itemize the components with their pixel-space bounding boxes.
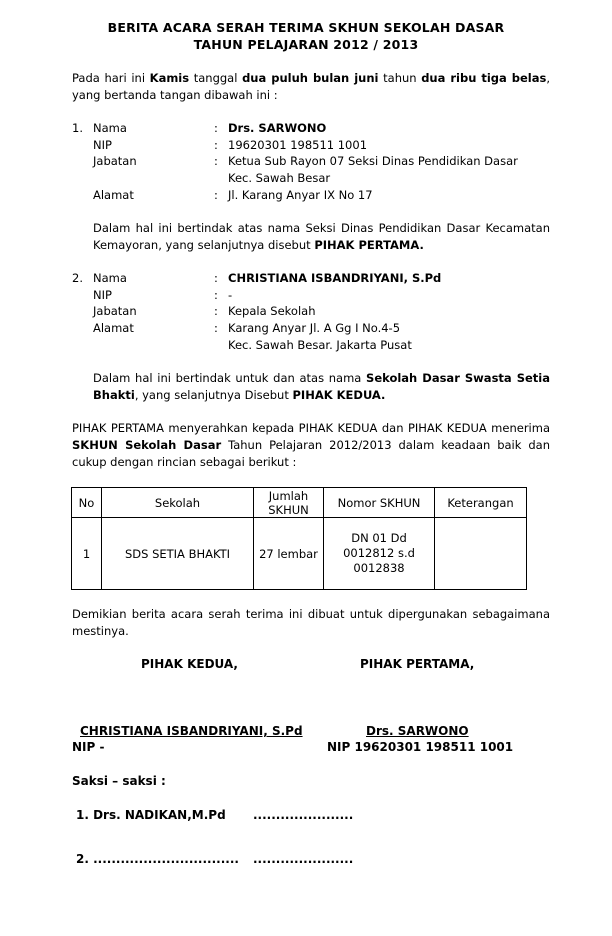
- party1-nip: 19620301 198511 1001: [228, 138, 368, 152]
- header-jumlah: Jumlah SKHUN: [254, 488, 324, 518]
- colon: :: [214, 288, 218, 302]
- party2-name: CHRISTIANA ISBANDRIYANI, S.Pd: [228, 271, 442, 285]
- intro-date: dua puluh bulan juni: [242, 71, 379, 85]
- party1-statement: Dalam hal ini bertindak atas nama Seksi Dinas Pendidikan Dasar Kecamatan Kemayoran, yang selanjutnya disebut PIHAK PERTAMA.: [93, 221, 550, 252]
- sig-left-role: PIHAK KEDUA,: [141, 657, 238, 671]
- cell-jumlah: 27 lembar: [254, 518, 324, 590]
- intro-paragraph: Pada hari ini Kamis tanggal dua puluh bulan juni tahun dua ribu tiga belas, yang bertanda tangan dibawah ini :: [72, 71, 551, 102]
- cell-nomor: DN 01 Dd 0012812 s.d 0012838: [324, 518, 435, 590]
- colon: :: [214, 154, 218, 168]
- closing-paragraph: Demikian berita acara serah terima ini dibuat untuk dipergunakan sebagaimana mestinya.: [72, 607, 550, 638]
- sig-right-role: PIHAK PERTAMA,: [360, 657, 475, 671]
- handover-item: SKHUN Sekolah Dasar: [72, 438, 222, 452]
- intro-year: dua ribu tiga belas: [421, 71, 547, 85]
- party2-label-alamat: Alamat: [93, 321, 134, 335]
- party2-statement: Dalam hal ini bertindak untuk dan atas nama Sekolah Dasar Swasta Setia Bhakti, yang selanjutnya Disebut PIHAK KEDUA.: [93, 371, 550, 402]
- skhun-table: [71, 487, 527, 590]
- party1-jabatan: Ketua Sub Rayon 07 Seksi Dinas Pendidikan Dasar: [228, 154, 518, 168]
- sig-right-nip: NIP 19620301 198511 1001: [327, 740, 514, 754]
- party2-role: PIHAK KEDUA.: [292, 388, 386, 402]
- party1-label-nama: Nama: [93, 121, 127, 135]
- table-row: [72, 518, 527, 590]
- colon: :: [214, 304, 218, 318]
- party2-nip: -: [228, 288, 233, 302]
- party1-role: PIHAK PERTAMA.: [314, 238, 424, 252]
- intro-day: Kamis: [149, 71, 190, 85]
- colon: :: [214, 321, 218, 335]
- witness-1-name: 1. Drs. NADIKAN,M.Pd: [76, 808, 226, 822]
- party2-number: 2.: [72, 271, 83, 285]
- handover-paragraph: PIHAK PERTAMA menyerahkan kepada PIHAK KEDUA dan PIHAK KEDUA menerima SKHUN Sekolah Dasar Tahun Pelajaran 2012/2013 dalam keadaan baik dan cukup dengan rincian sebagai berikut :: [72, 421, 550, 469]
- sig-right-name: Drs. SARWONO: [366, 724, 469, 738]
- witness-2-name: 2. ................................: [76, 852, 239, 866]
- document-subtitle: TAHUN PELAJARAN 2012 / 2013: [193, 37, 419, 52]
- header-keterangan: Keterangan: [435, 488, 527, 518]
- party1-jabatan-cont: Kec. Sawah Besar: [228, 171, 331, 185]
- party1-alamat: Jl. Karang Anyar IX No 17: [228, 188, 373, 202]
- document-title: BERITA ACARA SERAH TERIMA SKHUN SEKOLAH DASAR: [107, 20, 505, 35]
- header-no: No: [72, 488, 102, 518]
- colon: :: [214, 138, 218, 152]
- colon: :: [214, 188, 218, 202]
- party2-label-nama: Nama: [93, 271, 127, 285]
- sig-left-name: CHRISTIANA ISBANDRIYANI, S.Pd: [80, 724, 303, 738]
- party2-alamat: Karang Anyar Jl. A Gg I No.4-5: [228, 321, 401, 335]
- party1-name: Drs. SARWONO: [228, 121, 327, 135]
- party2-label-jabatan: Jabatan: [93, 304, 137, 318]
- party2-school: Sekolah Dasar Swasta Setia Bhakti: [93, 371, 550, 402]
- party2-alamat-cont: Kec. Sawah Besar. Jakarta Pusat: [228, 338, 412, 352]
- header-nomor: Nomor SKHUN: [324, 488, 435, 518]
- colon: :: [214, 271, 218, 285]
- party1-label-jabatan: Jabatan: [93, 154, 137, 168]
- party1-label-nip: NIP: [93, 138, 112, 152]
- sig-left-nip: NIP -: [72, 740, 105, 754]
- cell-sekolah: SDS SETIA BHAKTI: [102, 518, 254, 590]
- cell-no: 1: [72, 518, 102, 590]
- party2-jabatan: Kepala Sekolah: [228, 304, 316, 318]
- table-header-row: [72, 488, 527, 518]
- witness-1-signature-line: ......................: [253, 808, 354, 822]
- party2-label-nip: NIP: [93, 288, 112, 302]
- party1-number: 1.: [72, 121, 83, 135]
- cell-keterangan: [435, 518, 527, 590]
- header-sekolah: Sekolah: [102, 488, 254, 518]
- witness-2-signature-line: ......................: [253, 852, 354, 866]
- colon: :: [214, 121, 218, 135]
- party1-label-alamat: Alamat: [93, 188, 134, 202]
- witness-heading: Saksi – saksi :: [72, 774, 166, 788]
